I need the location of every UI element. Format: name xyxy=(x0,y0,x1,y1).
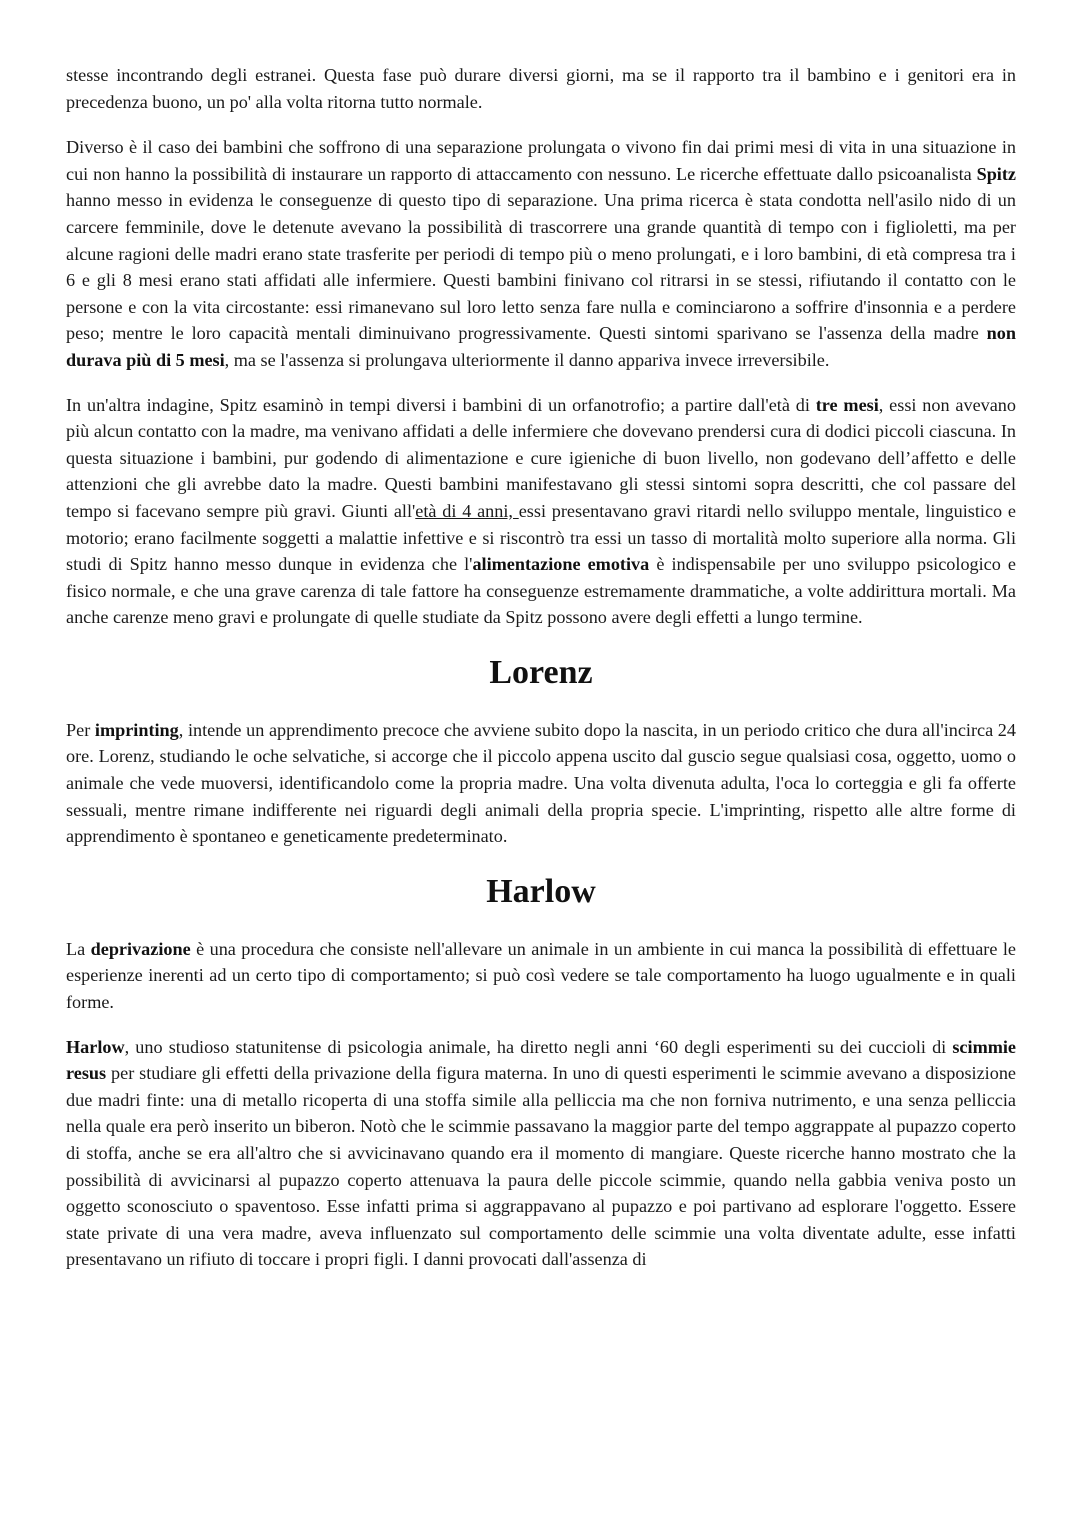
bold-deprivation: deprivazione xyxy=(90,938,191,959)
bold-imprinting: imprinting xyxy=(94,719,179,740)
bold-emotional-nourishment: alimentazione emotiva xyxy=(472,554,650,575)
heading-lorenz: Lorenz xyxy=(489,653,593,691)
heading-harlow: Harlow xyxy=(486,872,596,910)
bold-harlow: Harlow xyxy=(66,1036,125,1057)
paragraph-spitz-prison: Diverso è il caso dei bambini che soffrono di una separazione prolungata o vivono fin dai primi mesi di vita in una situazione in cui non hanno la possibilità di instaurare un rapporto di attaccamento con nessuno. Le ricerche effettuate dallo psicoanalista Spitz hanno messo in evidenza le conseguenze di questo tipo di separazione. Una prima ricerca è stata condotta nell'asilo nido di un carcere femminile, dove le detenute avevano la possibilità di trascorrere una grande quantità di tempo con i figlioletti, ma per alcune ragioni delle madri erano state trasferite per periodi di tempo più o meno prolungati, e i loro bambini, di età compresa tra i 6 e gli 8 mesi erano stati affidati alle infermiere. Questi bambini finivano col ritrarsi in se stessi, rifiutando il contatto con le persone e con la vita circostante: essi rimanevano sul loro letto senza fare nulla e cominciarono a soffrire d'insonnia e a perdere peso; mentre le loro capacità mentali diminuivano progressivamente. Questi sintomi sparivano se l'assenza della madre non durava più di 5 mesi, ma se l'assenza si prolungava ulteriormente il danno appariva invece irreversibile. xyxy=(66,137,1016,370)
paragraph-deprivation: La deprivazione è una procedura che consiste nell'allevare un animale in un ambiente in cui manca la possibilità di effettuare le esperienze inerenti ad un certo tipo di comportamento; si può così vedere se tale comportamento ha luogo ugualmente e in quali forme. xyxy=(66,938,1016,1013)
underlined-four-years: età di 4 anni, xyxy=(415,500,519,521)
bold-rhesus-monkeys: scimmie resus xyxy=(66,1036,1016,1084)
bold-three-months: tre mesi xyxy=(815,394,879,415)
bold-five-months: non durava più di 5 mesi xyxy=(66,323,1016,370)
paragraph-spitz-orphanage: In un'altra indagine, Spitz esaminò in tempi diversi i bambini di un orfanotrofio; a partire dall'età di tre mesi, essi non avevano più alcun contatto con la madre, ma venivano affidati a delle infermiere che dovevano prendersi cura di dodici piccoli ciascuna. In questa situazione i bambini, pur godendo di alimentazione e cure igieniche di buon livello, non godevano dell’affetto e delle attenzioni che gli avrebbe dato la madre. Questi bambini manifestavano gli stessi sintomi sopra descritti, che col passare del tempo si facevano sempre più gravi. Giunti all'età di 4 anni, essi presentavano gravi ritardi nello sviluppo mentale, linguistico e motorio; erano facilmente soggetti a malattie infettive e si riscontrò tra essi un tasso di mortalità molto superiore alla norma. Gli studi di Spitz hanno messo dunque in evidenza che l'alimentazione emotiva è indispensabile per uno sviluppo psicologico e fisico normale, e che una grave carenza di tale fattore ha conseguenze estremamente drammatiche, a volte addirittura mortali. Ma anche carenze meno gravi e prolungate di quelle studiate da Spitz possono avere degli effetti a lungo termine. xyxy=(66,394,1017,628)
paragraph-imprinting: Per imprinting, intende un apprendimento precoce che avviene subito dopo la nascita, in un periodo critico che dura all'incirca 24 ore. Lorenz, studiando le oche selvatiche, si accorge che il piccolo appena uscito dal guscio segue qualsiasi cosa, oggetto, uomo o animale che vede muoversi, identificandolo come la propria madre. Una volta divenuta adulta, l'oca lo corteggia e gli fa offerte sessuali, mentre rimane indifferente nei riguardi degli animali della propria specie. L'imprinting, rispetto alle altre forme di apprendimento è spontaneo e geneticamente predeterminato. xyxy=(66,719,1016,847)
bold-spitz: Spitz xyxy=(976,163,1016,184)
paragraph-harlow-experiment: Harlow, uno studioso statunitense di psicologia animale, ha diretto negli anni ‘60 degli esperimenti su dei cuccioli di scimmie resus per studiare gli effetti della privazione della figura materna. In uno di questi esperimenti le scimmie avevano a disposizione due madri finte: una di metallo ricoperta di una stoffa simile alla pelliccia ma che non forniva nutrimento, e una senza pelliccia nella quale era però inserito un biberon. Notò che le scimmie passavano la maggior parte del tempo aggrappate al pupazzo coperto di stoffa, anche se era all'altro che si avvicinavano quando era il momento di mangiare. Queste ricerche hanno mostrato che la possibilità di avvicinarsi al pupazzo coperto attenuava la paura delle piccole scimmie, quando nella gabbia veniva posto un oggetto sconosciuto o spaventoso. Esse infatti prima si aggrappavano al pupazzo e poi partivano ad esplorare l'oggetto. Essere state private di una vera madre, aveva influenzato sul comportamento delle scimmie una volta diventate adulte, esse infatti presentavano un rifiuto di toccare i propri figli. I danni provocati dall'assenza di xyxy=(66,1036,1016,1270)
paragraph-intro-continuation: stesse incontrando degli estranei. Questa fase può durare diversi giorni, ma se il rapporto tra il bambino e i genitori era in precedenza buono, un po' alla volta ritorna tutto normale. xyxy=(66,65,1016,112)
